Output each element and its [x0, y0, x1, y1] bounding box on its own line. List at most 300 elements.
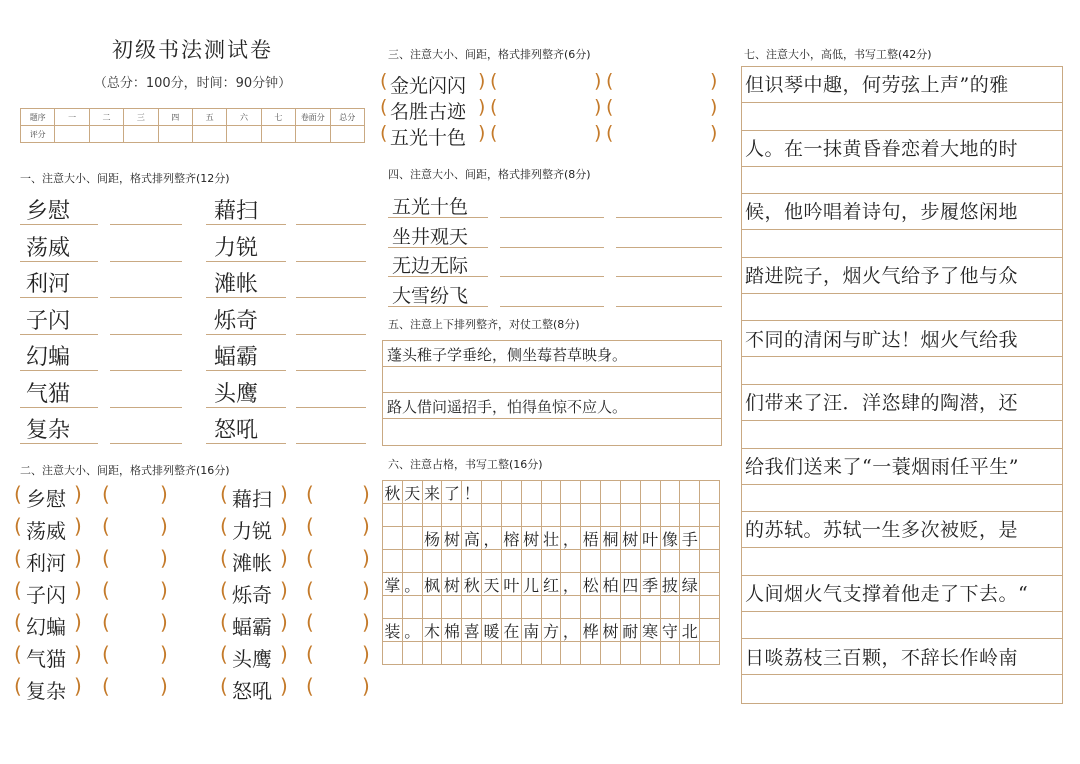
- grid-cell: 壮: [542, 527, 562, 550]
- section2-word: 头鹰: [232, 647, 272, 671]
- paren-mark: ): [160, 674, 168, 698]
- grid-cell: 榕: [502, 527, 522, 550]
- section1-writing-line: [110, 297, 182, 298]
- grid-cell: 红: [542, 573, 562, 596]
- paren-mark: ): [280, 674, 288, 698]
- grid-cell: [601, 642, 621, 665]
- paren-mark: ): [594, 96, 602, 118]
- grid-cell: 寒: [641, 619, 661, 642]
- section7-line-text: 候，他吟唱着诗句，步履悠闲地: [745, 201, 1019, 224]
- paren-mark: ): [160, 642, 168, 666]
- section1-writing-line: [110, 370, 182, 371]
- grid-cell: [522, 642, 542, 665]
- grid-cell: [383, 596, 403, 619]
- paren-mark: (: [220, 578, 228, 602]
- grid-cell: ！: [462, 481, 482, 504]
- grid-cell: [621, 642, 641, 665]
- section4-heading: 四、注意大小、间距，格式排列整齐(8分): [388, 168, 591, 181]
- paren-mark: ): [160, 546, 168, 570]
- paren-mark: (: [14, 546, 22, 570]
- score-value-row: [21, 126, 365, 143]
- section6-grid-paper: [382, 480, 720, 665]
- section1-writing-line: [296, 224, 366, 225]
- grid-cell: [680, 596, 700, 619]
- grid-cell: 守: [661, 619, 681, 642]
- section1-writing-line: [20, 370, 98, 371]
- paren-mark: ): [160, 578, 168, 602]
- paren-mark: (: [606, 70, 614, 92]
- grid-cell: [700, 596, 720, 619]
- section1-writing-line: [206, 443, 286, 444]
- paren-mark: (: [490, 70, 498, 92]
- paren-mark: ): [362, 674, 370, 698]
- grid-cell: 绿: [680, 573, 700, 596]
- section4-writing-line: [388, 217, 488, 218]
- paren-mark: ): [280, 578, 288, 602]
- score-value-cell: [227, 126, 261, 143]
- section7-ruled-line: [742, 611, 1062, 612]
- section1-writing-line: [296, 407, 366, 408]
- section1-writing-line: [206, 370, 286, 371]
- grid-cell: [423, 596, 443, 619]
- grid-cell: [641, 504, 661, 527]
- section2-word: 荡威: [26, 519, 66, 543]
- grid-cell: [462, 550, 482, 573]
- section3-word: 名胜古迹: [390, 101, 467, 123]
- grid-cell: 披: [661, 573, 681, 596]
- paren-mark: ): [280, 514, 288, 538]
- section7-line-text: 给我们送来了“一蓑烟雨任平生”: [745, 455, 1019, 478]
- section2-word: 子闪: [26, 583, 66, 607]
- paren-mark: ): [710, 96, 718, 118]
- grid-cell: 南: [522, 619, 542, 642]
- score-header-cell: 六: [227, 109, 261, 126]
- grid-cell: [442, 504, 462, 527]
- section1-writing-line: [296, 370, 366, 371]
- grid-cell: [641, 642, 661, 665]
- grid-cell: [502, 481, 522, 504]
- grid-cell: [502, 596, 522, 619]
- paren-mark: ): [74, 610, 82, 634]
- grid-cell: [641, 481, 661, 504]
- grid-cell: [522, 596, 542, 619]
- grid-cell: [621, 550, 641, 573]
- section7-line-block: [742, 194, 1062, 258]
- grid-cell: [680, 481, 700, 504]
- paren-mark: ): [478, 122, 486, 144]
- grid-cell: 棉: [442, 619, 462, 642]
- paren-mark: (: [102, 610, 110, 634]
- section7-ruled-line: [742, 547, 1062, 548]
- section7-line-block: [742, 67, 1062, 131]
- section1-word: 头鹰: [214, 381, 259, 407]
- grid-cell: [661, 596, 681, 619]
- grid-cell: [482, 504, 502, 527]
- section3-practice-area: [380, 70, 720, 150]
- section1-word: 力锐: [214, 235, 259, 261]
- section7-ruled-line: [742, 674, 1062, 675]
- section1-word: 烁奇: [214, 308, 259, 334]
- score-header-cell: 五: [192, 109, 226, 126]
- section1-heading: 一、注意大小、间距，格式排列整齐(12分): [20, 172, 230, 185]
- section7-ruled-line: [742, 484, 1062, 485]
- grid-cell: 暖: [482, 619, 502, 642]
- paren-mark: ): [280, 610, 288, 634]
- score-header-cell: 七: [261, 109, 295, 126]
- grid-cell: ，: [561, 573, 581, 596]
- grid-cell: [383, 642, 403, 665]
- paren-mark: (: [14, 674, 22, 698]
- score-value-cell: [296, 126, 330, 143]
- section2-word: 力锐: [232, 519, 272, 543]
- grid-cell: [641, 550, 661, 573]
- grid-cell: 树: [522, 527, 542, 550]
- paren-mark: (: [306, 578, 314, 602]
- section5-ruled-line: [383, 419, 721, 445]
- score-value-cell: [55, 126, 89, 143]
- paren-mark: (: [102, 546, 110, 570]
- grid-cell: [621, 596, 641, 619]
- score-value-cell: [89, 126, 123, 143]
- grid-cell: 枫: [423, 573, 443, 596]
- score-value-cell: [158, 126, 192, 143]
- paren-mark: ): [478, 96, 486, 118]
- section7-line-text: 踏进院子，烟火气给予了他与众: [745, 264, 1019, 287]
- grid-cell: 杨: [423, 527, 443, 550]
- section7-ruled-line: [742, 166, 1062, 167]
- section2-word: 幻蝙: [26, 615, 66, 639]
- section1-word: 怒吼: [214, 418, 259, 443]
- score-value-cell: [192, 126, 226, 143]
- section1-writing-line: [20, 224, 98, 225]
- grid-cell: [561, 504, 581, 527]
- section1-practice-area: [20, 192, 365, 450]
- grid-cell: [482, 596, 502, 619]
- score-header-cell: 二: [89, 109, 123, 126]
- section1-writing-line: [296, 297, 366, 298]
- section7-line-text: 人间烟火气支撑着他走了下去。“: [745, 582, 1029, 605]
- section1-writing-line: [206, 224, 286, 225]
- section1-writing-line: [110, 261, 182, 262]
- section2-word: 烁奇: [232, 583, 272, 607]
- grid-cell: [621, 481, 641, 504]
- score-table: [20, 108, 365, 143]
- grid-cell: [581, 642, 601, 665]
- paren-mark: ): [74, 642, 82, 666]
- grid-table: [382, 480, 720, 665]
- grid-cell: [462, 504, 482, 527]
- section1-word: 滩帐: [214, 272, 259, 297]
- grid-cell: [661, 642, 681, 665]
- grid-cell: [581, 596, 601, 619]
- grid-cell: [542, 550, 562, 573]
- grid-cell: 叶: [641, 527, 661, 550]
- grid-cell: [482, 642, 502, 665]
- grid-cell: 桦: [581, 619, 601, 642]
- section2-word: 利河: [26, 551, 66, 575]
- grid-cell: [601, 596, 621, 619]
- grid-cell: [700, 619, 720, 642]
- grid-cell: 高: [462, 527, 482, 550]
- grid-cell: 天: [403, 481, 423, 504]
- section1-writing-line: [296, 443, 366, 444]
- paren-mark: (: [380, 96, 388, 118]
- section7-line-block: [742, 512, 1062, 576]
- grid-cell: [581, 504, 601, 527]
- grid-cell: [403, 550, 423, 573]
- grid-cell: [661, 504, 681, 527]
- grid-cell: 耐: [621, 619, 641, 642]
- grid-cell: [423, 642, 443, 665]
- section1-writing-line: [110, 443, 182, 444]
- paren-mark: (: [490, 96, 498, 118]
- section6-heading: 六、注意占格，书写工整(16分): [388, 458, 543, 471]
- paren-mark: (: [306, 514, 314, 538]
- section7-line-block: [742, 576, 1062, 640]
- section1-word: 气猫: [26, 381, 71, 407]
- section4-writing-line: [616, 306, 722, 307]
- grid-cell: [700, 504, 720, 527]
- section7-line-text: 们带来了汪．洋恣肆的陶潜，还: [745, 392, 1019, 415]
- section7-line-text: 但识琴中趣，何劳弦上声”的雅: [745, 74, 1009, 97]
- section5-ruled-line: [383, 367, 721, 393]
- section2-word: 怒吼: [232, 679, 272, 703]
- paren-mark: (: [220, 546, 228, 570]
- paren-mark: ): [362, 610, 370, 634]
- section7-ruled-line: [742, 420, 1062, 421]
- grid-cell: [641, 596, 661, 619]
- grid-cell: [383, 550, 403, 573]
- section1-word: 利河: [26, 272, 71, 297]
- section7-line-block: [742, 321, 1062, 385]
- paren-mark: (: [220, 674, 228, 698]
- grid-cell: 松: [581, 573, 601, 596]
- paren-mark: ): [74, 482, 82, 506]
- grid-cell: 梧: [581, 527, 601, 550]
- paren-mark: ): [478, 70, 486, 92]
- section2-word: 滩帐: [232, 551, 272, 575]
- grid-cell: 柏: [601, 573, 621, 596]
- paren-mark: ): [710, 70, 718, 92]
- grid-cell: [442, 550, 462, 573]
- section1-writing-line: [206, 261, 286, 262]
- grid-cell: [542, 481, 562, 504]
- grid-cell: [561, 550, 581, 573]
- grid-cell: [502, 504, 522, 527]
- grid-cell: [700, 642, 720, 665]
- section5-ruled-line: [383, 341, 721, 367]
- paren-mark: (: [606, 122, 614, 144]
- section1-writing-line: [110, 334, 182, 335]
- section1-writing-line: [206, 297, 286, 298]
- grid-cell: 四: [621, 573, 641, 596]
- grid-cell: [561, 481, 581, 504]
- grid-cell: [423, 550, 443, 573]
- paren-mark: (: [220, 482, 228, 506]
- grid-cell: 装: [383, 619, 403, 642]
- section7-line-block: [742, 385, 1062, 449]
- paren-mark: (: [14, 610, 22, 634]
- grid-cell: [601, 481, 621, 504]
- score-header-cell: 题序: [21, 109, 55, 126]
- score-value-cell: [330, 126, 364, 143]
- paren-mark: (: [306, 642, 314, 666]
- section2-practice-area: [14, 482, 370, 706]
- score-header-cell: 一: [55, 109, 89, 126]
- section2-heading: 二、注意大小、间距，格式排列整齐(16分): [20, 464, 230, 477]
- section5-line-text: 蓬头稚子学垂纶，侧坐莓苔草映身。: [387, 346, 628, 364]
- grid-cell: 。: [403, 619, 423, 642]
- grid-cell: [581, 550, 601, 573]
- paren-mark: ): [74, 514, 82, 538]
- grid-cell: [502, 550, 522, 573]
- grid-cell: [423, 504, 443, 527]
- paren-mark: (: [102, 514, 110, 538]
- section4-writing-line: [500, 217, 604, 218]
- grid-cell: [542, 596, 562, 619]
- section4-writing-line: [500, 306, 604, 307]
- grid-cell: 儿: [522, 573, 542, 596]
- grid-cell: 方: [542, 619, 562, 642]
- grid-cell: [542, 642, 562, 665]
- section1-writing-line: [206, 407, 286, 408]
- grid-cell: 秋: [462, 573, 482, 596]
- grid-cell: [522, 481, 542, 504]
- grid-cell: [542, 504, 562, 527]
- grid-cell: [383, 527, 403, 550]
- section7-writing-box: [741, 66, 1063, 704]
- paren-mark: ): [74, 578, 82, 602]
- section5-heading: 五、注意上下排列整齐，对仗工整(8分): [388, 318, 580, 331]
- paren-mark: ): [74, 546, 82, 570]
- paren-mark: ): [362, 482, 370, 506]
- paren-mark: (: [220, 514, 228, 538]
- section1-writing-line: [110, 224, 182, 225]
- paren-mark: ): [362, 578, 370, 602]
- paren-mark: ): [362, 514, 370, 538]
- section4-word: 坐井观天: [392, 225, 469, 248]
- score-header-cell: 卷面分: [296, 109, 330, 126]
- section4-practice-area: [388, 190, 722, 308]
- grid-cell: 桐: [601, 527, 621, 550]
- section4-writing-line: [616, 217, 722, 218]
- section7-line-text: 人。在一抹黄昏眷恋着大地的时: [745, 137, 1019, 160]
- section1-writing-line: [20, 261, 98, 262]
- section4-writing-line: [500, 247, 604, 248]
- paren-mark: ): [710, 122, 718, 144]
- section7-line-block: [742, 258, 1062, 322]
- grid-cell: [462, 642, 482, 665]
- section1-writing-line: [296, 334, 366, 335]
- paren-mark: ): [594, 70, 602, 92]
- section7-ruled-line: [742, 356, 1062, 357]
- grid-cell: [680, 550, 700, 573]
- paren-mark: (: [306, 674, 314, 698]
- grid-cell: 树: [621, 527, 641, 550]
- section1-writing-line: [206, 334, 286, 335]
- paren-mark: (: [380, 122, 388, 144]
- paren-mark: (: [14, 482, 22, 506]
- grid-cell: 了: [442, 481, 462, 504]
- section1-word: 子闪: [26, 308, 71, 334]
- paren-mark: ): [362, 642, 370, 666]
- grid-cell: [680, 642, 700, 665]
- section2-word: 蝠霸: [232, 615, 272, 639]
- grid-cell: 来: [423, 481, 443, 504]
- grid-cell: [661, 550, 681, 573]
- paren-mark: (: [14, 578, 22, 602]
- grid-cell: 掌: [383, 573, 403, 596]
- grid-cell: [561, 596, 581, 619]
- section1-writing-line: [110, 407, 182, 408]
- section1-word: 幻蝙: [26, 345, 71, 370]
- paren-mark: ): [160, 514, 168, 538]
- grid-cell: [700, 481, 720, 504]
- paren-mark: ): [160, 610, 168, 634]
- section1-word: 藉扫: [214, 199, 259, 224]
- grid-cell: [581, 481, 601, 504]
- section7-line-text: 不同的清闲与旷达！烟火气给我: [745, 328, 1019, 351]
- grid-cell: [403, 596, 423, 619]
- section7-ruled-line: [742, 293, 1062, 294]
- section7-line-text: 日啖荔枝三百颗，不辞长作岭南: [745, 646, 1019, 669]
- grid-cell: 像: [661, 527, 681, 550]
- grid-cell: 手: [680, 527, 700, 550]
- score-header-cell: 三: [124, 109, 158, 126]
- grid-cell: 树: [442, 573, 462, 596]
- grid-cell: 木: [423, 619, 443, 642]
- grid-cell: [601, 504, 621, 527]
- paren-mark: ): [280, 546, 288, 570]
- score-label-cell: 评分: [21, 126, 55, 143]
- section4-writing-line: [616, 276, 722, 277]
- page-subtitle: （总分：100分，时间：90分钟）: [93, 76, 292, 91]
- section2-word: 气猫: [26, 647, 66, 671]
- paren-mark: (: [220, 642, 228, 666]
- grid-cell: 天: [482, 573, 502, 596]
- grid-cell: 在: [502, 619, 522, 642]
- grid-cell: [403, 527, 423, 550]
- score-value-cell: [124, 126, 158, 143]
- section2-word: 复杂: [26, 679, 66, 703]
- grid-cell: [561, 642, 581, 665]
- paren-mark: ): [594, 122, 602, 144]
- grid-cell: [442, 642, 462, 665]
- section1-word: 荡威: [26, 235, 71, 261]
- grid-cell: [601, 550, 621, 573]
- paren-mark: (: [102, 482, 110, 506]
- paren-mark: (: [102, 642, 110, 666]
- grid-cell: 北: [680, 619, 700, 642]
- grid-cell: [522, 504, 542, 527]
- grid-cell: [383, 504, 403, 527]
- section1-writing-line: [20, 334, 98, 335]
- grid-cell: 季: [641, 573, 661, 596]
- section7-heading: 七、注意大小，高低，书写工整(42分): [744, 48, 932, 61]
- section4-writing-line: [616, 247, 722, 248]
- grid-cell: [700, 527, 720, 550]
- section3-word: 五光十色: [390, 127, 467, 149]
- score-header-cell: 四: [158, 109, 192, 126]
- paren-mark: (: [220, 610, 228, 634]
- section7-line-block: [742, 131, 1062, 195]
- grid-cell: [700, 550, 720, 573]
- paren-mark: ): [280, 482, 288, 506]
- section7-ruled-line: [742, 102, 1062, 103]
- grid-cell: ，: [561, 527, 581, 550]
- grid-cell: ，: [561, 619, 581, 642]
- section4-word: 无边无际: [392, 255, 469, 277]
